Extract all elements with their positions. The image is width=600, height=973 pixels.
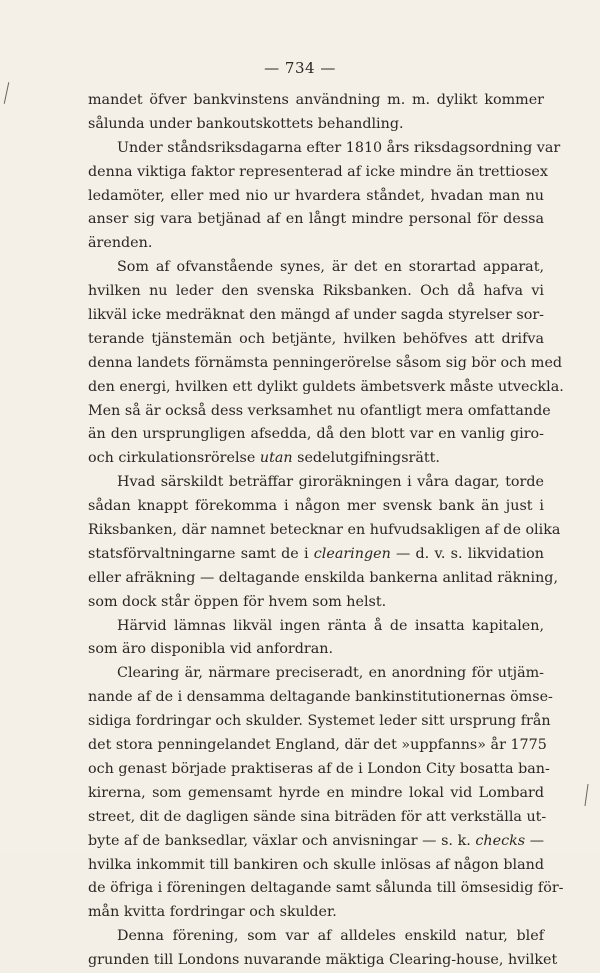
text-segment: byte af de banksedlar, växlar och anvisningar — s. k. xyxy=(88,832,476,849)
text-line: det stora penningelandet England, där det »uppfanns» år 1775 xyxy=(88,737,547,754)
text-line: eller afräkning — deltagande enskilda bankerna anlitad räkning, xyxy=(88,569,559,586)
text-line: mån kvitta fordringar och skulder. xyxy=(88,904,337,921)
text-line: de öfriga i föreningen deltagande samt sålunda till ömsesidig för- xyxy=(88,880,564,897)
text-line: Denna förening, som var af alldeles enskild natur, blef xyxy=(117,928,544,945)
text-line: anser sig vara betjänad af en långt mindre personal för dessa xyxy=(88,211,544,228)
text-line: Clearing är, närmare preciseradt, en anordning för utjäm- xyxy=(117,665,544,682)
text-line: kirerna, som gemensamt hyrde en mindre lokal vid Lombard xyxy=(88,784,544,801)
text-line: Hvad särskildt beträffar giroräkningen i våra dagar, torde xyxy=(117,474,544,491)
text-line: nande af de i densamma deltagande bankinstitutionernas ömse- xyxy=(88,689,553,706)
text-line: Under ståndsriksdagarna efter 1810 års riksdagsordning var xyxy=(117,139,561,156)
text-line: street, dit de dagligen sände sina biträden för att verkställa ut- xyxy=(88,808,547,825)
text-segment: och cirkulationsrörelse xyxy=(88,450,260,467)
text-line: och genast började praktiseras af de i London City bosatta ban- xyxy=(88,760,550,777)
text-line: sådan knappt förekomma i någon mer svensk bank än just i xyxy=(88,498,544,515)
text-line: den energi, hvilken ett dylikt guldets ämbetsverk måste utveckla. xyxy=(88,378,564,395)
text-line: terande tjänstemän och betjänte, hvilken behöfves att drifva xyxy=(88,330,544,347)
text-line: hvilken nu leder den svenska Riksbanken. Och då hafva vi xyxy=(88,283,544,300)
text-line: mandet öfver bankvinstens användning m. m. dylikt kommer xyxy=(88,92,544,108)
text-line: Riksbanken, där namnet betecknar en hufvudsakligen af de olika xyxy=(88,522,561,539)
text-line: grunden till Londons nuvarande mäktiga Clearing-house, hvilket xyxy=(88,952,558,969)
text-line: sidiga fordringar och skulder. Systemet leder sitt ursprung från xyxy=(88,713,551,730)
italic-term: checks xyxy=(475,832,526,849)
text-segment: sedelutgifningsrätt. xyxy=(292,450,440,467)
text-line: sålunda under bankoutskottets behandling. xyxy=(88,115,404,132)
text-line xyxy=(88,830,544,854)
body-text xyxy=(88,89,564,973)
text-line: denna landets förnämsta penningerörelse såsom sig bör och med xyxy=(88,354,563,371)
text-line: Som af ofvanstående synes, är det en storartad apparat, xyxy=(117,259,544,276)
text-line: Men så är också dess verksamhet nu ofantligt mera omfattande xyxy=(88,402,551,419)
italic-term: clearingen xyxy=(313,545,391,562)
margin-mark xyxy=(584,784,588,806)
text-line xyxy=(88,543,544,567)
text-segment: — xyxy=(525,832,545,849)
margin-mark xyxy=(4,82,10,104)
text-segment: statsförvaltningarne samt de i xyxy=(88,545,314,562)
italic-term: utan xyxy=(259,450,293,467)
text-line: hvilka inkommit till bankiren och skulle inlösas af någon bland xyxy=(88,856,544,873)
page-number: — 734 — xyxy=(264,59,336,77)
text-line xyxy=(88,447,544,471)
text-segment: — d. v. s. likvidation xyxy=(390,545,544,562)
text-line: Härvid lämnas likväl ingen ränta å de insatta kapitalen, xyxy=(117,617,544,634)
text-line: likväl icke medräknat den mängd af under sagda styrelser sor- xyxy=(88,307,544,324)
text-line: än den ursprungligen afsedda, då den blott var en vanlig giro- xyxy=(88,426,544,443)
text-line: som äro disponibla vid anfordran. xyxy=(88,641,334,658)
text-line: som dock står öppen för hvem som helst. xyxy=(88,593,387,610)
text-line: denna viktiga faktor representerad af icke mindre än trettiosex xyxy=(88,163,548,180)
text-line: ledamöter, eller med nio ur hvardera ståndet, hvadan man nu xyxy=(88,187,544,204)
text-line: ärenden. xyxy=(88,235,153,252)
